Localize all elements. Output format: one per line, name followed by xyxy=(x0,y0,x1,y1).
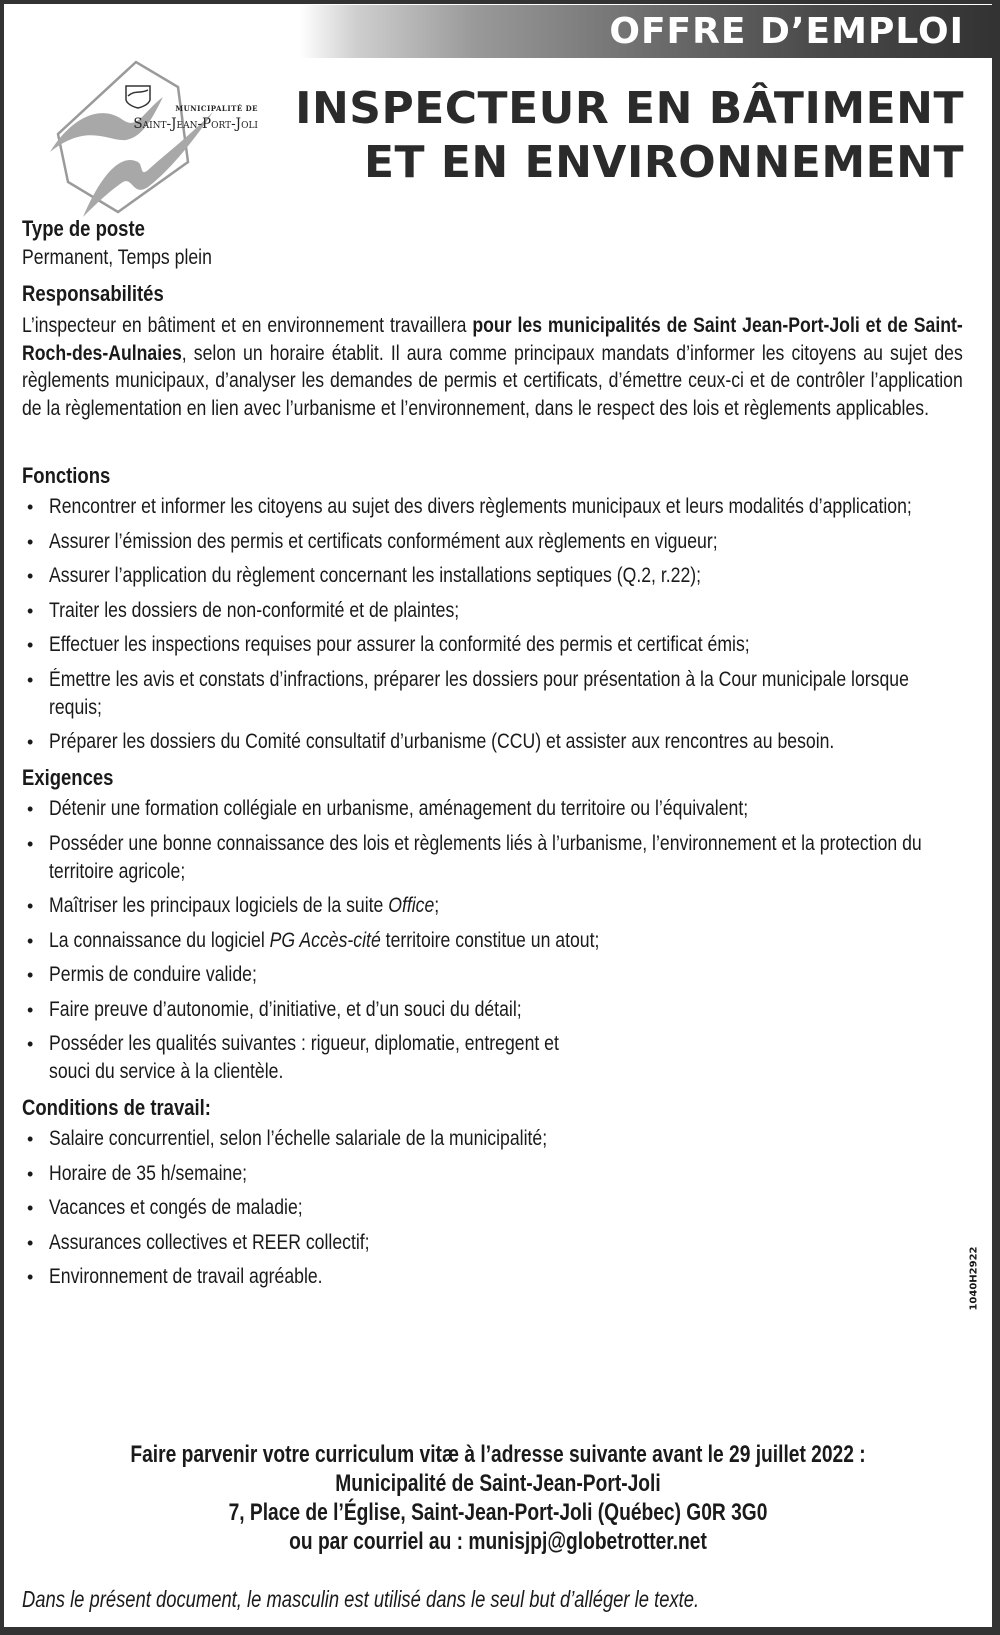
list-item-text: Permis de conduire valide; xyxy=(49,963,257,986)
item-text: Maîtriser les principaux logiciels de la suite xyxy=(49,894,389,917)
bullet-icon: • xyxy=(27,1198,34,1218)
list-item-text: Détenir une formation collégiale en urbanisme, aménagement du territoire ou l’équivalent; xyxy=(49,797,749,820)
list-item xyxy=(22,728,974,756)
list-item xyxy=(22,961,974,989)
bullet-icon: • xyxy=(27,1129,34,1149)
paragraph-text: L’inspecteur en bâtiment et en environnement travaillera xyxy=(22,314,473,337)
list-item xyxy=(22,528,974,556)
job-title xyxy=(295,82,964,190)
bullet-icon: • xyxy=(27,965,34,985)
bullet-icon: • xyxy=(27,930,34,951)
bullet-icon: • xyxy=(27,669,34,690)
paragraph-text: , selon un horaire établit. Il aura comme principaux mandats d’informer les citoyens au sujet des règlements municipaux, d’analyser les demandes de permis et certificats, d’émettre ceux-ci et de contrôler l’application de la règlementation en lien avec l’urbanisme et l’environnement, dans le respect des lois et règlements applicables. xyxy=(22,341,963,420)
section-exigences xyxy=(22,763,974,1086)
list-item xyxy=(22,1125,974,1153)
bullet-icon: • xyxy=(27,833,34,854)
job-posting-page xyxy=(4,4,992,1627)
job-title-line-2: ET EN ENVIRONNEMENT xyxy=(363,137,964,188)
bullet-icon: • xyxy=(27,732,34,752)
section-heading: Conditions de travail: xyxy=(22,1095,211,1120)
list-item xyxy=(22,1263,974,1291)
list-item xyxy=(22,1229,974,1257)
paragraph-bold-text: pour les municipalités de Saint Jean-Port-Joli et de Saint-Roch-des-Aulnaies xyxy=(22,314,963,365)
list-item-text xyxy=(49,1030,965,1086)
logo-name: Saint-Jean-Port-Joli xyxy=(133,116,258,132)
municipality-logo xyxy=(28,42,258,217)
bullet-icon: • xyxy=(27,999,34,1020)
bullet-icon: • xyxy=(27,1163,34,1184)
list-item xyxy=(22,493,974,521)
list-item xyxy=(22,631,974,659)
list-item-text: Traiter les dossiers de non-conformité et de plaintes; xyxy=(49,598,460,622)
section-fonctions xyxy=(22,461,974,756)
list-item xyxy=(22,1160,974,1188)
list-item xyxy=(22,927,974,955)
item-text: La connaissance du logiciel xyxy=(49,928,270,952)
conditions-list xyxy=(22,1125,974,1291)
footer-address: 7, Place de l’Église, Saint-Jean-Port-Joli (Québec) G0R 3G0 xyxy=(228,1499,768,1526)
header-banner xyxy=(300,5,992,58)
bullet-icon: • xyxy=(27,600,34,621)
bullet-icon: • xyxy=(27,896,34,916)
section-heading: Exigences xyxy=(22,765,114,790)
bullet-icon: • xyxy=(27,531,34,552)
exigences-list xyxy=(22,795,974,1086)
list-item-text: Préparer les dossiers du Comité consultatif d’urbanisme (CCU) et assister aux rencontres au besoin. xyxy=(49,730,835,753)
responsabilites-paragraph xyxy=(22,312,963,422)
list-item xyxy=(22,666,974,722)
list-item-text: Environnement de travail agréable. xyxy=(49,1265,323,1288)
job-content xyxy=(22,214,974,1298)
section-heading: Type de poste xyxy=(22,216,145,241)
job-title-line-1: INSPECTEUR EN BÂTIMENT xyxy=(295,83,964,134)
list-item xyxy=(22,996,974,1024)
logo-subtitle: MUNICIPALITÉ DE xyxy=(175,104,258,113)
list-item xyxy=(22,1194,974,1222)
item-emphasis: Office xyxy=(388,894,435,917)
section-responsabilites xyxy=(22,279,974,454)
list-item-text: Assurances collectives et REER collectif; xyxy=(49,1230,370,1254)
type-poste-value: Permanent, Temps plein xyxy=(22,246,212,269)
gender-disclaimer: Dans le présent document, le masculin est utilisé dans le seul but d’alléger le texte. xyxy=(22,1586,700,1612)
bullet-icon: • xyxy=(27,1267,34,1287)
list-item-text: Effectuer les inspections requises pour assurer la conformité des permis et certificat émis; xyxy=(49,633,750,656)
list-item xyxy=(22,892,974,920)
fonctions-list xyxy=(22,493,974,756)
section-conditions xyxy=(22,1093,974,1291)
section-heading: Fonctions xyxy=(22,463,111,488)
bullet-icon: • xyxy=(27,1034,34,1054)
list-item-text: Posséder une bonne connaissance des lois et règlements liés à l’urbanisme, l’environnement et la protection du territoire agricole; xyxy=(49,831,922,883)
list-item-text: Assurer l’application du règlement concernant les installations septiques (Q.2, r.22); xyxy=(49,564,702,587)
list-item-text: Vacances et congés de maladie; xyxy=(49,1196,303,1219)
footer-deadline: Faire parvenir votre curriculum vitæ à l’adresse suivante avant le 29 juillet 2022 : xyxy=(130,1441,866,1468)
bullet-icon: • xyxy=(27,566,34,586)
list-item-text: Assurer l’émission des permis et certificats conformément aux règlements en vigueur; xyxy=(49,529,718,553)
list-item xyxy=(22,795,974,823)
section-type-poste xyxy=(22,214,974,272)
list-item-text: Rencontrer et informer les citoyens au sujet des divers règlements municipaux et leurs modalités d’application; xyxy=(49,495,912,518)
list-item-text: Émettre les avis et constats d’infractions, préparer les dossiers pour présentation à la Cour municipale lorsque requis; xyxy=(49,667,909,719)
application-instructions xyxy=(4,1440,992,1556)
item-text: ; xyxy=(434,894,440,917)
list-item xyxy=(22,1030,974,1086)
list-item xyxy=(22,597,974,625)
list-item-text xyxy=(49,892,965,920)
list-item-text: Horaire de 35 h/semaine; xyxy=(49,1161,248,1185)
banner-label: OFFRE D’EMPLOI xyxy=(609,11,964,52)
list-item xyxy=(22,830,974,886)
bullet-icon: • xyxy=(27,635,34,655)
list-item-text xyxy=(49,927,965,955)
item-text: souci du service à la clientèle. xyxy=(49,1060,284,1083)
ad-reference-code: 1040H2922 xyxy=(968,1246,980,1311)
bullet-icon: • xyxy=(27,497,34,517)
item-text: territoire constitue un atout; xyxy=(380,928,600,952)
bullet-icon: • xyxy=(27,1232,34,1253)
list-item xyxy=(22,562,974,590)
item-emphasis: PG Accès-cité xyxy=(269,928,381,952)
responsabilites-paragraph-wrap xyxy=(22,312,974,454)
list-item-text: Salaire concurrentiel, selon l’échelle salariale de la municipalité; xyxy=(49,1127,548,1150)
bullet-icon: • xyxy=(27,799,34,819)
item-text: Posséder les qualités suivantes : rigueur, diplomatie, entregent et xyxy=(49,1032,559,1055)
footer-municipality: Municipalité de Saint-Jean-Port-Joli xyxy=(335,1470,661,1497)
logo-text-block xyxy=(106,104,258,132)
section-heading: Responsabilités xyxy=(22,281,164,306)
list-item-text: Faire preuve d’autonomie, d’initiative, et d’un souci du détail; xyxy=(49,997,522,1021)
footer-email[interactable]: ou par courriel au : munisjpj@globetrotter.net xyxy=(289,1528,707,1555)
